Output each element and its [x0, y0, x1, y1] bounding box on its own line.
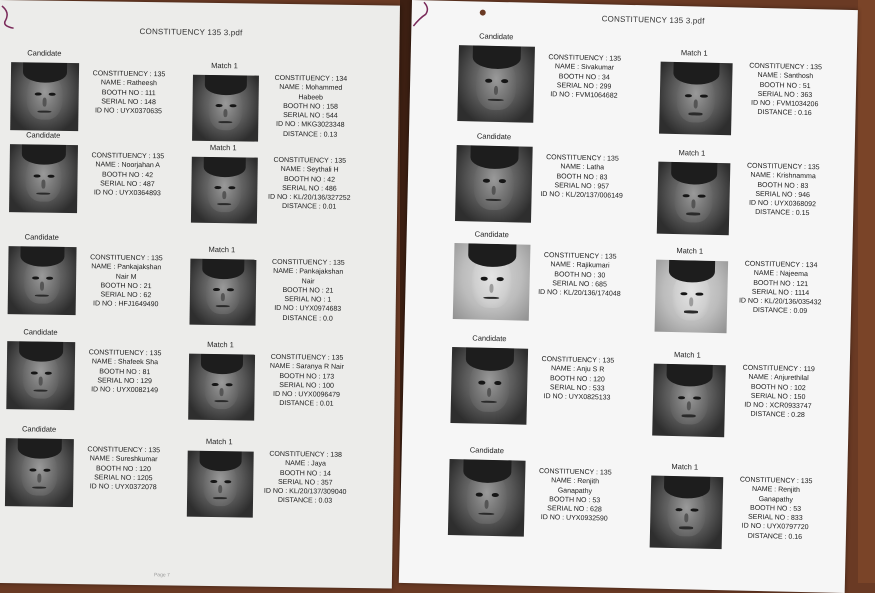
- match-label: Match 1: [678, 148, 706, 158]
- pen-mark: [411, 0, 442, 31]
- info-line: BOOTH NO : 120: [549, 374, 605, 384]
- candidate-label: Candidate: [476, 131, 512, 142]
- info-line: ID NO : UYX0082149: [91, 386, 159, 395]
- info-line: ID NO : UYX0825133: [543, 393, 611, 402]
- info-line: NAME : Pankajakshan: [273, 268, 344, 277]
- info-line: CONSTITUENCY : 119: [742, 364, 815, 374]
- match-details: [725, 259, 836, 317]
- info-line: NAME : Krishnamma: [750, 172, 816, 181]
- candidate-details: [532, 153, 633, 202]
- candidate-details: [534, 53, 635, 102]
- info-line: ID NO : UYX0974683: [274, 305, 342, 314]
- candidate-photo: [448, 459, 526, 537]
- info-line: SERIAL NO : 628: [547, 505, 602, 514]
- info-line: CONSTITUENCY : 135: [87, 446, 161, 455]
- info-line: NAME : Mohammed: [279, 84, 343, 93]
- match-photo: [652, 364, 726, 438]
- info-line: ID NO : UYX0096479: [273, 391, 341, 399]
- candidate-photo: [450, 347, 528, 425]
- info-line: Habeeb: [298, 93, 323, 102]
- match-photo: [655, 260, 729, 334]
- info-line: DISTANCE : 0.0: [282, 314, 333, 323]
- match-photo: [189, 259, 256, 326]
- match-details: [729, 61, 840, 119]
- info-line: ID NO : KL/20/136/174048: [538, 289, 621, 298]
- info-line: BOOTH NO : 42: [283, 175, 336, 184]
- info-line: CONSTITUENCY : 135: [90, 254, 163, 263]
- info-line: NAME : Renjith: [551, 477, 600, 486]
- info-line: NAME : Pankajakshan: [91, 263, 162, 272]
- info-line: BOOTH NO : 158: [283, 102, 339, 111]
- candidate-details: [524, 467, 625, 525]
- info-line: DISTANCE : 0.09: [752, 307, 808, 316]
- info-line: SERIAL NO : 544: [283, 112, 338, 120]
- page-title: CONSTITUENCY 135 3.pdf: [601, 14, 705, 26]
- info-line: ID NO : KL/20/137/309040: [263, 487, 347, 497]
- candidate-photo: [10, 62, 79, 131]
- info-line: CONSTITUENCY : 135: [749, 62, 822, 72]
- info-line: ID NO : KL/20/136/327252: [267, 193, 351, 203]
- info-line: Nair M: [115, 273, 137, 281]
- info-line: CONSTITUENCY : 135: [746, 162, 820, 172]
- match-photo: [187, 451, 254, 518]
- info-line: SERIAL NO : 100: [279, 381, 334, 390]
- info-line: NAME : Renjith: [751, 486, 800, 495]
- candidate-label: Candidate: [479, 31, 514, 42]
- info-line: NAME : Seythali H: [280, 166, 339, 175]
- info-line: SERIAL NO : 957: [554, 182, 610, 191]
- table-surface-right: [858, 0, 875, 583]
- match-details: [256, 353, 357, 410]
- info-line: SERIAL NO : 150: [750, 392, 806, 401]
- info-line: ID NO : MKG3023348: [275, 121, 345, 130]
- info-line: CONSTITUENCY : 134: [744, 260, 818, 270]
- candidate-label: Candidate: [21, 424, 57, 434]
- match-label: Match 1: [207, 339, 234, 350]
- info-line: NAME : Anju S R: [550, 365, 605, 374]
- match-label: Match 1: [208, 244, 236, 255]
- info-line: SERIAL NO : 946: [755, 190, 811, 199]
- info-line: BOOTH NO : 21: [100, 282, 152, 291]
- info-line: ID NO : UYX0364893: [93, 189, 161, 198]
- candidate-photo: [9, 144, 78, 213]
- candidate-photo: [5, 438, 74, 507]
- candidate-details: [77, 151, 178, 199]
- info-line: NAME : Sureshkumar: [89, 455, 158, 464]
- match-details: [723, 363, 834, 421]
- match-label: Match 1: [211, 60, 238, 71]
- match-photo: [657, 162, 731, 236]
- info-line: BOOTH NO : 51: [759, 81, 811, 90]
- info-line: CONSTITUENCY : 135: [546, 154, 619, 163]
- info-line: ID NO : KL/20/136/035432: [738, 297, 822, 307]
- match-photo: [191, 157, 258, 224]
- info-line: ID NO : KL/20/137/006149: [540, 191, 623, 201]
- info-line: ID NO : FVM1034206: [751, 99, 819, 109]
- info-line: BOOTH NO : 83: [757, 181, 809, 190]
- match-label: Match 1: [205, 436, 233, 447]
- info-line: DISTANCE : 0.03: [277, 497, 333, 506]
- info-line: NAME : Ratheesh: [100, 79, 157, 88]
- info-line: CONSTITUENCY : 135: [88, 349, 162, 358]
- info-line: BOOTH NO : 53: [749, 504, 802, 513]
- info-line: SERIAL NO : 363: [757, 90, 813, 99]
- info-line: NAME : Jaya: [285, 460, 327, 468]
- info-line: NAME : Noorjahan A: [95, 161, 161, 170]
- info-line: BOOTH NO : 111: [101, 89, 156, 97]
- info-line: SERIAL NO : 487: [100, 180, 155, 189]
- match-photo: [192, 75, 259, 142]
- match-details: [258, 258, 359, 324]
- info-line: BOOTH NO : 53: [549, 496, 601, 505]
- info-line: ID NO : XCR0933747: [744, 401, 812, 411]
- info-line: CONSTITUENCY : 134: [274, 74, 348, 83]
- info-line: NAME : Anjurethilal: [748, 374, 809, 383]
- right-document-page: [399, 0, 858, 593]
- candidate-photo: [6, 341, 75, 410]
- match-photo: [659, 62, 733, 136]
- info-line: SERIAL NO : 1205: [94, 474, 153, 483]
- candidate-details: [76, 253, 177, 310]
- match-photo: [188, 354, 255, 421]
- candidate-details: [529, 251, 630, 300]
- info-line: BOOTH NO : 173: [279, 372, 335, 381]
- candidate-label: Candidate: [24, 232, 59, 242]
- candidate-photo: [8, 246, 77, 315]
- candidate-label: Candidate: [469, 445, 505, 456]
- punch-hole: [480, 10, 486, 16]
- info-line: SERIAL NO : 148: [101, 98, 156, 107]
- info-line: BOOTH NO : 120: [95, 464, 151, 473]
- info-line: DISTANCE : 0.01: [279, 400, 334, 409]
- info-line: NAME : Saranya R Nair: [269, 363, 344, 372]
- info-line: NAME : Sivakumar: [554, 63, 615, 72]
- candidate-details: [73, 445, 174, 493]
- info-line: ID NO : HFJ1649490: [93, 300, 159, 309]
- info-line: NAME : Rajikumari: [550, 261, 610, 270]
- match-label: Match 1: [676, 246, 704, 256]
- info-line: NAME : Shafeek Sha: [91, 358, 159, 367]
- info-line: CONSTITUENCY : 135: [548, 54, 622, 63]
- info-line: SERIAL NO : 533: [549, 384, 605, 393]
- candidate-photo: [453, 243, 531, 321]
- info-line: ID NO : UYX0368092: [748, 199, 817, 209]
- info-line: ID NO : UYX0372078: [89, 483, 157, 492]
- info-line: SERIAL NO : 486: [282, 184, 337, 193]
- candidate-label: Candidate: [472, 333, 507, 344]
- info-line: CONSTITUENCY : 135: [272, 258, 345, 267]
- info-line: SERIAL NO : 685: [552, 280, 607, 289]
- candidate-label: Candidate: [474, 229, 510, 240]
- info-line: DISTANCE : 0.28: [750, 411, 805, 420]
- info-line: CONSTITUENCY : 135: [273, 156, 347, 165]
- info-line: BOOTH NO : 81: [99, 368, 151, 376]
- pen-mark: [0, 2, 22, 30]
- candidate-photo: [455, 145, 533, 223]
- info-line: SERIAL NO : 129: [97, 377, 153, 386]
- match-label: Match 1: [680, 48, 708, 58]
- info-line: BOOTH NO : 42: [102, 171, 154, 179]
- info-line: CONSTITUENCY : 135: [739, 476, 813, 486]
- info-line: DISTANCE : 0.16: [747, 532, 803, 541]
- info-line: DISTANCE : 0.01: [281, 203, 337, 212]
- info-line: ID NO : UYX0932590: [540, 514, 608, 524]
- info-line: CONSTITUENCY : 135: [91, 152, 165, 161]
- info-line: DISTANCE : 0.13: [282, 130, 338, 139]
- info-line: Nair: [301, 277, 315, 286]
- info-line: CONSTITUENCY : 135: [541, 356, 615, 365]
- info-line: DISTANCE : 0.15: [755, 209, 810, 218]
- info-line: SERIAL NO : 833: [747, 513, 803, 523]
- info-line: CONSTITUENCY : 135: [543, 252, 617, 261]
- info-line: NAME : Santhosh: [757, 72, 814, 81]
- info-line: DISTANCE : 0.16: [757, 109, 812, 118]
- match-details: [260, 74, 361, 140]
- info-line: CONSTITUENCY : 135: [92, 70, 166, 79]
- info-line: Ganapathy: [557, 487, 593, 495]
- info-line: BOOTH NO : 83: [556, 172, 608, 182]
- candidate-details: [527, 355, 628, 404]
- match-details: [720, 475, 831, 543]
- info-line: BOOTH NO : 102: [750, 383, 806, 392]
- info-line: CONSTITUENCY : 138: [269, 450, 343, 459]
- info-line: NAME : Latha: [560, 163, 605, 172]
- info-line: SERIAL NO : 62: [100, 291, 152, 300]
- info-line: BOOTH NO : 14: [279, 469, 331, 478]
- candidate-label: Candidate: [23, 327, 58, 337]
- match-details: [259, 156, 360, 213]
- match-label: Match 1: [673, 350, 701, 360]
- info-line: NAME : Najeema: [753, 270, 808, 279]
- info-line: ID NO : UYX0370635: [94, 107, 162, 116]
- info-line: BOOTH NO : 30: [554, 270, 606, 280]
- match-photo: [650, 476, 724, 550]
- info-line: ID NO : FVM1064682: [550, 91, 618, 100]
- candidate-photo: [457, 45, 535, 123]
- match-label: Match 1: [671, 462, 699, 472]
- match-label: Match 1: [209, 142, 237, 153]
- page-title: CONSTITUENCY 135 3.pdf: [139, 26, 243, 38]
- candidate-label: Candidate: [27, 48, 62, 58]
- candidate-details: [78, 69, 179, 117]
- info-line: SERIAL NO : 299: [556, 82, 612, 91]
- info-line: CONSTITUENCY : 135: [538, 468, 612, 477]
- candidate-label: Candidate: [26, 130, 61, 140]
- info-line: BOOTH NO : 121: [753, 279, 809, 288]
- page-footer: Page 7: [153, 572, 170, 579]
- info-line: Ganapathy: [758, 495, 793, 504]
- info-line: SERIAL NO : 357: [277, 478, 333, 487]
- info-line: BOOTH NO : 21: [282, 286, 334, 295]
- match-details: [255, 450, 356, 507]
- info-line: SERIAL NO : 1: [284, 296, 332, 304]
- left-document-page: [0, 0, 400, 589]
- match-details: [727, 161, 838, 219]
- info-line: CONSTITUENCY : 135: [270, 353, 344, 362]
- info-line: BOOTH NO : 34: [558, 72, 610, 82]
- candidate-details: [74, 348, 175, 396]
- info-line: ID NO : UYX0797720: [741, 523, 809, 532]
- info-line: SERIAL NO : 1114: [751, 288, 810, 297]
